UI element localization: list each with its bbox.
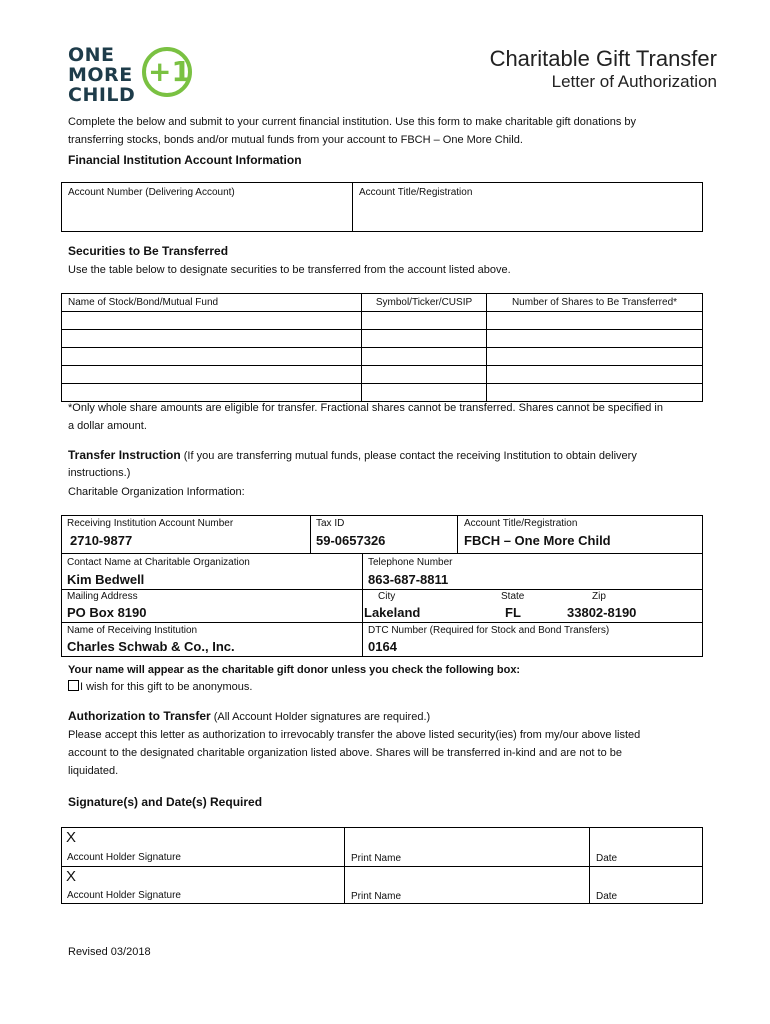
shares-note-line-1: *Only whole share amounts are eligible for transfer. Fractional shares cannot be transferred. Shares cannot be specified in xyxy=(68,402,663,414)
org-account-title-value: FBCH – One More Child xyxy=(464,533,611,548)
account-title-label: Account Title/Registration xyxy=(359,187,473,198)
table-row xyxy=(62,366,703,384)
zip-value: 33802-8190 xyxy=(567,605,637,620)
securities-instructions: Use the table below to designate securities to be transferred from the account listed above. xyxy=(68,264,511,276)
col-shares-header: Number of Shares to Be Transferred* xyxy=(487,294,703,312)
financial-heading: Financial Institution Account Information xyxy=(68,153,302,167)
anonymous-label: I wish for this gift to be anonymous. xyxy=(80,681,253,693)
table-cell[interactable] xyxy=(487,348,703,366)
table-row xyxy=(62,330,703,348)
table-cell[interactable] xyxy=(62,312,362,330)
authorization-heading: Authorization to Transfer xyxy=(68,709,211,723)
col-symbol-header: Symbol/Ticker/CUSIP xyxy=(362,294,487,312)
logo-line-more: MORE xyxy=(68,64,133,86)
zip-label: Zip xyxy=(592,591,606,602)
table-cell[interactable] xyxy=(487,330,703,348)
table-cell[interactable] xyxy=(362,366,487,384)
tax-id-value: 59-0657326 xyxy=(316,533,386,548)
securities-table xyxy=(61,293,703,402)
donor-notice: Your name will appear as the charitable gift donor unless you check the following box: xyxy=(68,664,521,676)
table-cell[interactable] xyxy=(487,312,703,330)
table-row xyxy=(62,312,703,330)
mailing-label: Mailing Address xyxy=(67,591,138,602)
anonymous-option[interactable] xyxy=(68,678,252,697)
phone-value: 863-687-8811 xyxy=(368,572,449,587)
city-label: City xyxy=(378,591,396,602)
revised-date: Revised 03/2018 xyxy=(68,946,151,958)
city-value: Lakeland xyxy=(364,605,421,620)
tax-id-label: Tax ID xyxy=(316,518,345,529)
anonymous-checkbox[interactable] xyxy=(68,680,79,691)
col-name-header: Name of Stock/Bond/Mutual Fund xyxy=(62,294,362,312)
transfer-heading-note-2: instructions.) xyxy=(68,467,131,479)
table-cell[interactable] xyxy=(62,330,362,348)
table-header-row xyxy=(62,294,703,312)
contact-label: Contact Name at Charitable Organization xyxy=(67,557,250,568)
signature-x-mark-2: X xyxy=(66,868,77,885)
institution-label: Name of Receiving Institution xyxy=(67,625,198,636)
receiving-account-label: Receiving Institution Account Number xyxy=(67,518,234,529)
authorization-heading-note: (All Account Holder signatures are required.) xyxy=(210,711,431,723)
signature-x-mark-1: X xyxy=(66,829,77,846)
state-value: FL xyxy=(505,605,521,620)
table-cell[interactable] xyxy=(487,366,703,384)
logo-plus-one: +1 xyxy=(148,55,191,88)
authorization-line-1: Please accept this letter as authorization to irrevocably transfer the above listed security(ies) from my/our above listed xyxy=(68,729,641,741)
table-cell[interactable] xyxy=(62,366,362,384)
contact-value: Kim Bedwell xyxy=(67,572,145,587)
logo-line-child: CHILD xyxy=(68,84,136,106)
authorization-heading-line xyxy=(68,707,430,727)
print-name-label-1[interactable]: Print Name xyxy=(351,853,402,864)
receiving-account-value: 2710-9877 xyxy=(70,533,133,548)
date-label-1[interactable]: Date xyxy=(596,853,618,864)
print-name-label-2[interactable]: Print Name xyxy=(351,891,402,902)
transfer-heading: Transfer Instruction xyxy=(68,448,181,462)
logo-text xyxy=(68,45,135,105)
intro-line-2: transferring stocks, bonds and/or mutual funds from your account to FBCH – One More Child. xyxy=(68,134,523,146)
signatures-heading: Signature(s) and Date(s) Required xyxy=(68,795,263,809)
account-title-field[interactable] xyxy=(352,182,703,232)
org-info-label: Charitable Organization Information: xyxy=(68,486,245,498)
mailing-value: PO Box 8190 xyxy=(67,605,147,620)
transfer-heading-line xyxy=(68,446,637,466)
table-cell[interactable] xyxy=(362,348,487,366)
intro-line-1: Complete the below and submit to your current financial institution. Use this form to make charitable gift donations by xyxy=(68,116,637,128)
date-label-2[interactable]: Date xyxy=(596,891,618,902)
securities-heading: Securities to Be Transferred xyxy=(68,244,229,258)
institution-value: Charles Schwab & Co., Inc. xyxy=(67,639,235,654)
account-holder-signature-label-1[interactable]: Account Holder Signature xyxy=(67,852,181,863)
page-title: Charitable Gift Transfer xyxy=(489,46,717,71)
shares-note-line-2: a dollar amount. xyxy=(68,420,147,432)
authorization-line-2: account to the designated charitable organization listed above. Shares will be transferred in-kind and are not to be xyxy=(68,747,623,759)
authorization-line-3: liquidated. xyxy=(68,765,119,777)
table-row xyxy=(62,348,703,366)
table-cell[interactable] xyxy=(362,330,487,348)
table-cell[interactable] xyxy=(62,348,362,366)
phone-label: Telephone Number xyxy=(368,557,453,568)
transfer-heading-note: (If you are transferring mutual funds, please contact the receiving Institution to obtain delivery xyxy=(180,450,637,462)
table-cell[interactable] xyxy=(362,312,487,330)
state-label: State xyxy=(501,591,525,602)
account-number-label: Account Number (Delivering Account) xyxy=(68,187,235,198)
account-holder-signature-label-2[interactable]: Account Holder Signature xyxy=(67,890,181,901)
dtc-label: DTC Number (Required for Stock and Bond Transfers) xyxy=(368,625,610,636)
account-number-field[interactable] xyxy=(61,182,353,232)
org-account-title-label: Account Title/Registration xyxy=(464,518,578,529)
dtc-value: 0164 xyxy=(368,639,397,654)
logo-line-one: ONE xyxy=(68,44,115,66)
page-subtitle: Letter of Authorization xyxy=(551,72,717,91)
